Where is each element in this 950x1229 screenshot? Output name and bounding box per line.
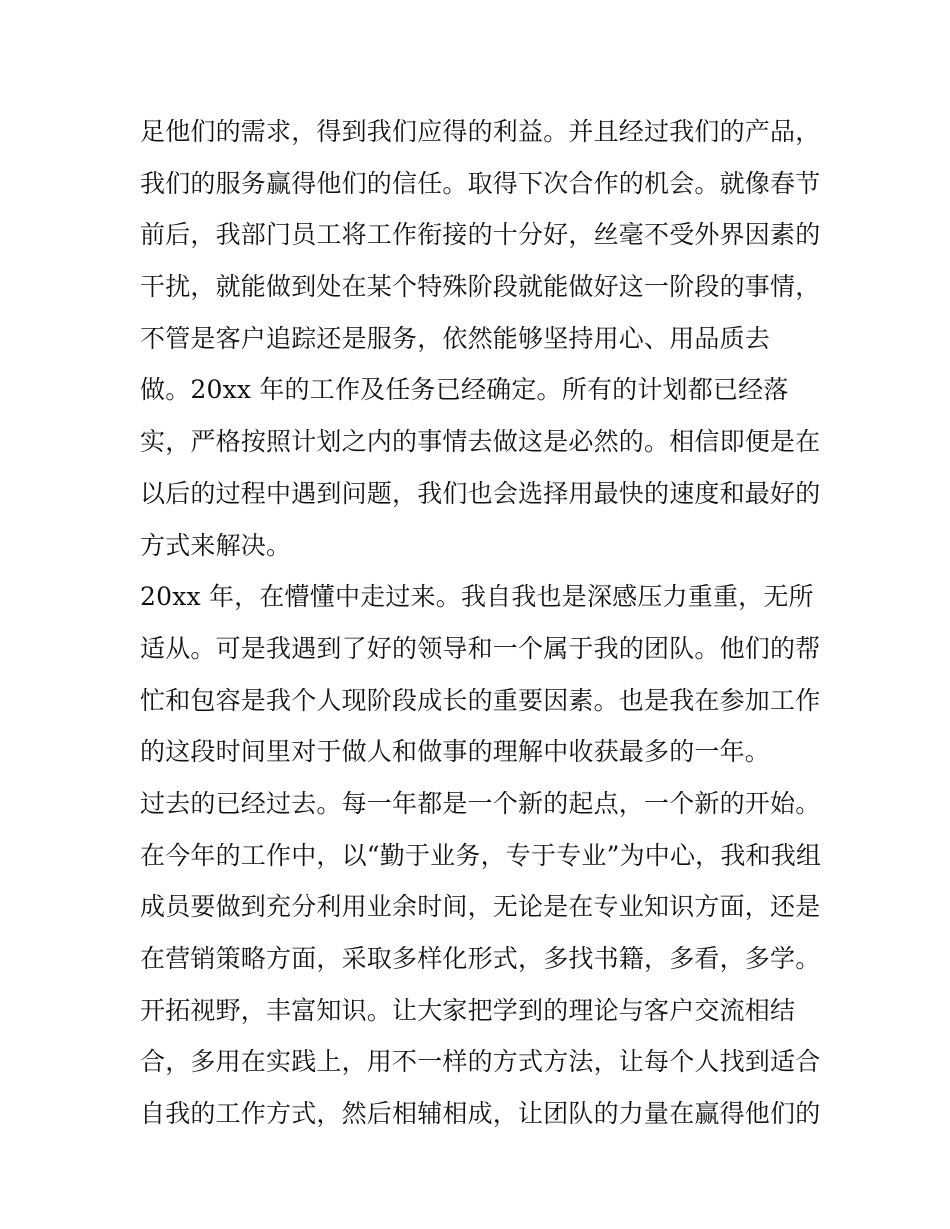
- text-line-4: 干扰，就能做到处在某个特殊阶段就能做好这一阶段的事情，: [140, 272, 821, 302]
- text-line-6: 做。20xx 年的工作及任务已经确定。所有的计划都已经落: [140, 375, 789, 405]
- text-line-2: 我们的服务赢得他们的信任。取得下次合作的机会。就像春节: [140, 168, 821, 198]
- text-line-7: 实，严格按照计划之内的事情去做这是必然的。相信即便是在: [140, 427, 821, 457]
- text-line-12: 忙和包容是我个人现阶段成长的重要因素。也是我在参加工作: [140, 685, 821, 715]
- text-line-18: 开拓视野，丰富知识。让大家把学到的理论与客户交流相结: [140, 995, 796, 1025]
- text-line-20: 自我的工作方式，然后相辅相成，让团队的力量在赢得他们的: [140, 1099, 821, 1129]
- text-line-19: 合，多用在实践上，用不一样的方式方法，让每个人找到适合: [140, 1047, 821, 1077]
- text-line-16: 成员要做到充分利用业余时间，无论是在专业知识方面，还是: [140, 892, 821, 922]
- text-line-3: 前后，我部门员工将工作衔接的十分好，丝毫不受外界因素的: [140, 220, 821, 250]
- text-line-15: 在今年的工作中，以“勤于业务，专于专业”为中心，我和我组: [140, 840, 822, 870]
- text-line-9: 方式来解决。: [140, 530, 292, 560]
- text-line-17: 在营销策略方面，采取多样化形式，多找书籍，多看，多学。: [140, 944, 821, 973]
- text-line-14: 过去的已经过去。每一年都是一个新的起点，一个新的开始。: [140, 788, 821, 818]
- text-line-11: 适从。可是我遇到了好的领导和一个属于我的团队。他们的帮: [140, 633, 821, 663]
- text-line-5: 不管是客户追踪还是服务，依然能够坚持用心、用品质去: [140, 323, 771, 353]
- text-line-1: 足他们的需求，得到我们应得的利益。并且经过我们的产品，: [140, 117, 821, 146]
- text-line-8: 以后的过程中遇到问题，我们也会选择用最快的速度和最好的: [140, 478, 821, 508]
- text-line-10: 20xx 年，在懵懂中走过来。我自我也是深感压力重重，无所: [140, 582, 814, 612]
- body-text: [140, 106, 820, 1140]
- text-line-13: 的这段时间里对于做人和做事的理解中收获最多的一年。: [140, 737, 771, 767]
